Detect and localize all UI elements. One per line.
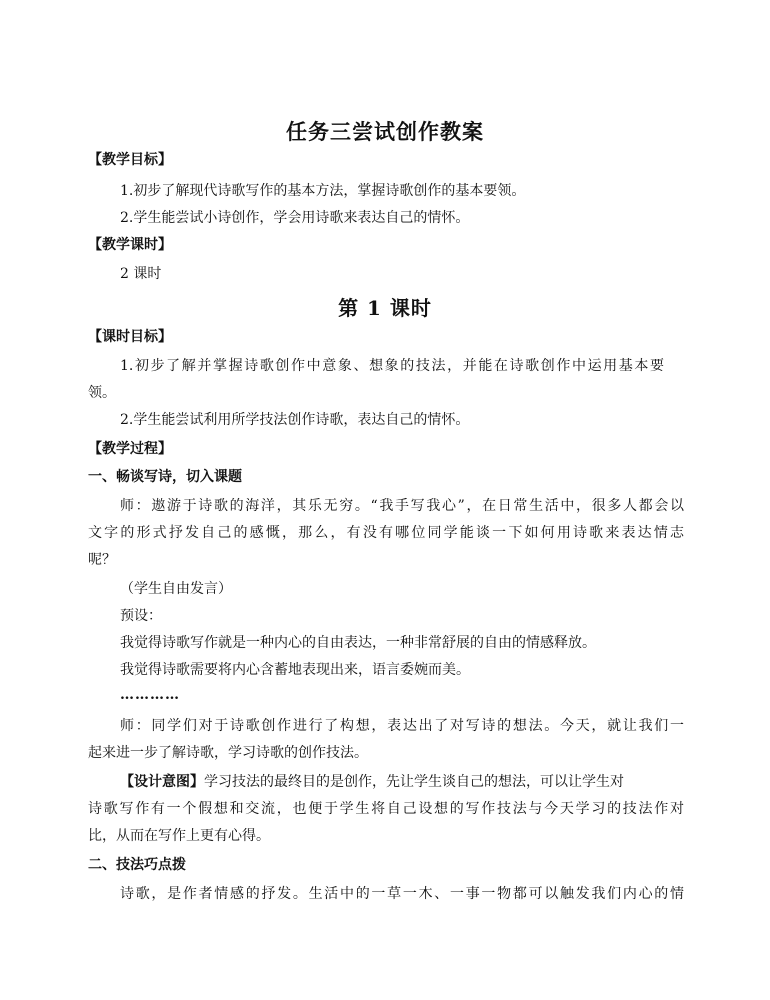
- lesson-goal-2: 2.学生能尝试利用所学技法创作诗歌，表达自己的情怀。: [120, 412, 470, 428]
- teaching-hours-value: 2 课时: [120, 266, 162, 282]
- paragraph-answer-2: 我觉得诗歌需要将内心含蓄地表现出来，语言委婉而美。: [120, 662, 470, 678]
- heading-lesson-goals: 【课时目标】: [88, 329, 172, 345]
- paragraph-poetry-line-1: 诗歌，是作者情感的抒发。生活中的一草一木、一事一物都可以触发我们内心的情: [120, 886, 684, 902]
- paragraph-teacher-line-1: 师：同学们对于诗歌创作进行了构想，表达出了对写诗的想法。今天，就让我们一: [120, 718, 684, 734]
- paragraph-teacher-line-2: 起来进一步了解诗歌，学习诗歌的创作技法。: [88, 745, 368, 761]
- paragraph-preset: 预设：: [120, 608, 162, 624]
- lesson-goal-1-line-1: 1.初步了解并掌握诗歌创作中意象、想象的技法，并能在诗歌创作中运用基本要: [120, 358, 664, 374]
- paragraph-1-line-2: 文字的形式抒发自己的感慨，那么，有没有哪位同学能谈一下如何用诗歌来表达情志: [88, 525, 684, 541]
- goal-item-1: 1.初步了解现代诗歌写作的基本方法，掌握诗歌创作的基本要领。: [120, 183, 526, 199]
- lesson-title: 第 1 课时: [338, 296, 432, 320]
- heading-teaching-goals: 【教学目标】: [88, 152, 172, 168]
- design-intent-text: 学习技法的最终目的是创作，先让学生谈自己的想法，可以让学生对: [204, 774, 624, 790]
- paragraph-student-speak: （学生自由发言）: [120, 581, 232, 597]
- lesson-goal-1-line-2: 领。: [88, 385, 116, 401]
- section-1-heading: 一、畅谈写诗，切入课题: [88, 469, 242, 485]
- design-intent-line-1: [120, 773, 684, 791]
- document-title: 任务三尝试创作教案: [286, 119, 484, 144]
- paragraph-1-line-1: 师：遨游于诗歌的海洋，其乐无穷。“我手写我心”，在日常生活中，很多人都会以: [120, 498, 684, 514]
- design-intent-line-2: 诗歌写作有一个假想和交流，也便于学生将自己设想的写作技法与今天学习的技法作对: [88, 801, 684, 817]
- section-2-heading: 二、技法巧点拨: [88, 857, 186, 873]
- design-intent-line-3: 比，从而在写作上更有心得。: [88, 828, 270, 844]
- paragraph-1-line-3: 呢？: [88, 552, 116, 568]
- goal-item-2: 2.学生能尝试小诗创作，学会用诗歌来表达自己的情怀。: [120, 210, 470, 226]
- ellipsis: …………: [120, 687, 180, 703]
- heading-teaching-hours: 【教学课时】: [88, 237, 172, 253]
- heading-teaching-process: 【教学过程】: [88, 441, 172, 457]
- paragraph-answer-1: 我觉得诗歌写作就是一种内心的自由表达，一种非常舒展的自由的情感释放。: [120, 635, 596, 651]
- design-intent-label: 【设计意图】: [120, 774, 204, 790]
